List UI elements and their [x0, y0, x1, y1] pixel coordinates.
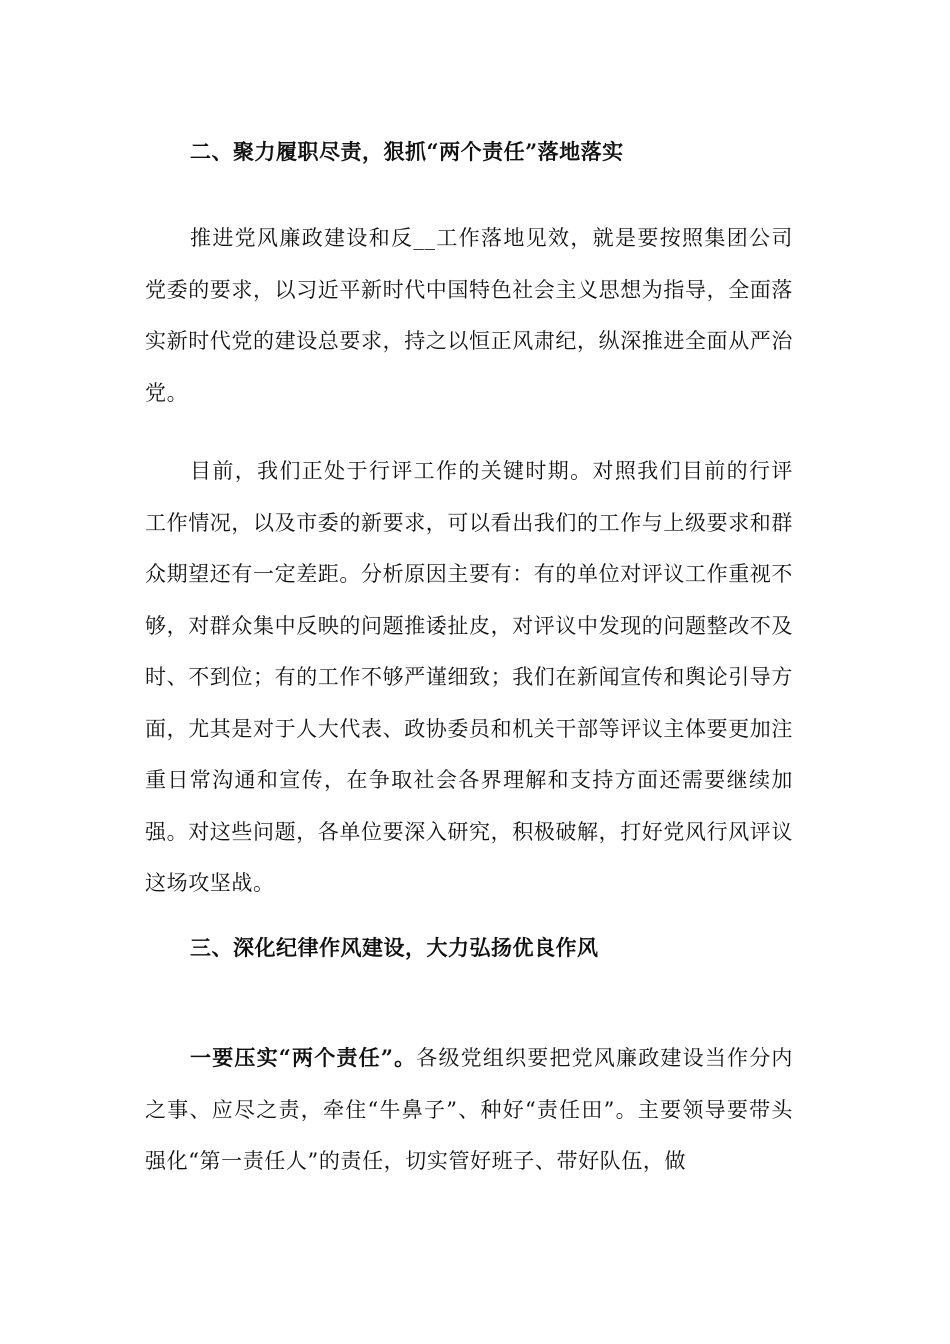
section-heading-3: 三、深化纪律作风建设，大力弘扬优良作风: [190, 935, 599, 960]
paragraph-3: [145, 1032, 793, 1188]
paragraph-2: 目前，我们正处于行评工作的关键时期。对照我们目前的行评工作情况，以及市委的新要求，可以看出我们的工作与上级要求和群众期望还有一定差距。分析原因主要有：有的单位对评议工作重视不够，对群众集中反映的问题推诿扯皮，对评议中发现的问题整改不及时、不到位；有的工作不够严谨细致；我们在新闻宣传和舆论引导方面，尤其是对于人大代表、政协委员和机关干部等评议主体要更加注重日常沟通和宣传，在争取社会各界理解和支持方面还需要继续加强。对这些问题，各单位要深入研究，积极破解，打好党风行风评议这场攻坚战。: [145, 459, 793, 895]
section-heading-2: 二、聚力履职尽责，狠抓“两个责任”落地落实: [190, 139, 624, 164]
paragraph-1: 推进党风廉政建设和反__工作落地见效，就是要按照集团公司党委的要求，以习近平新时代中国特色社会主义思想为指导，全面落实新时代党的建设总要求，持之以恒正风肃纪，纵深推进全面从严治党。: [145, 226, 793, 405]
paragraph-3-body: 各级党组织要把党风廉政建设当作分内之事、应尽之责，牵住“牛鼻子”、种好“责任田”。主要领导要带头强化“第一责任人”的责任，切实管好班子、带好队伍，做: [145, 1046, 793, 1173]
paragraph-3-lead: 一要压实“两个责任”。: [190, 1045, 417, 1070]
